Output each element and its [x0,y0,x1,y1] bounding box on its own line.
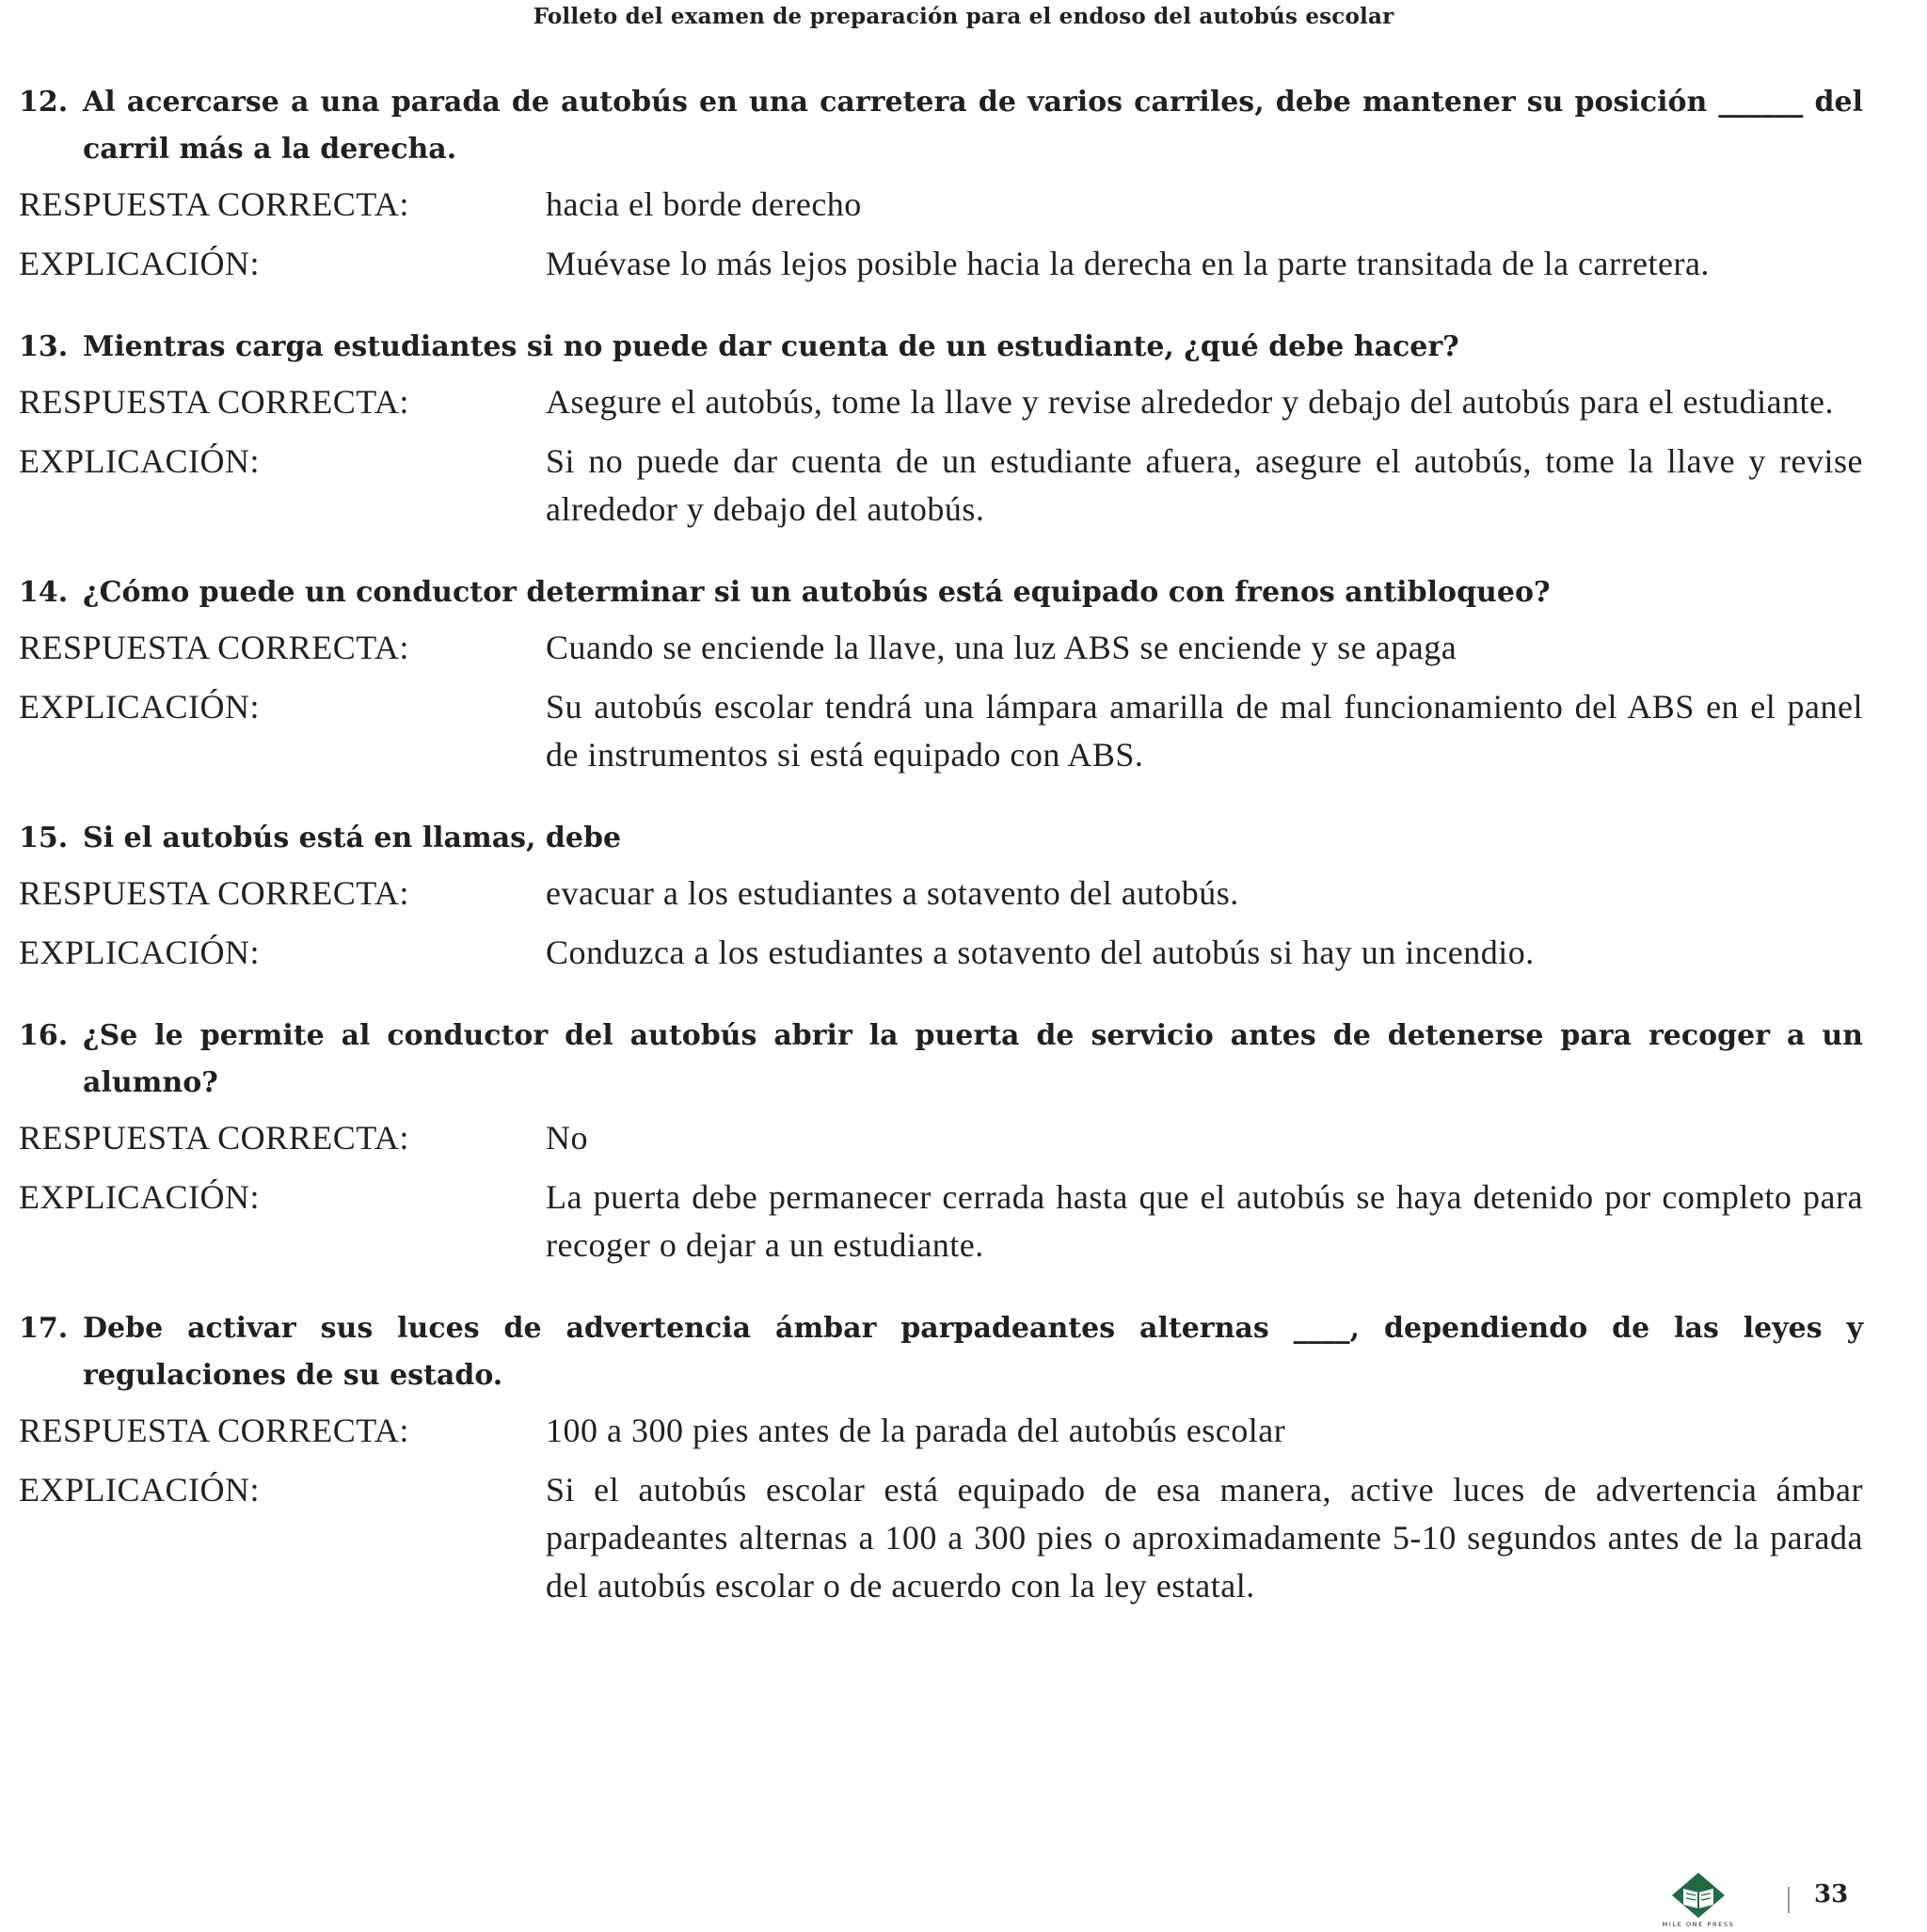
question-title [19,1013,1863,1107]
explanation-row [19,1174,1863,1269]
explanation-text: La puerta debe permanecer cerrada hasta que el autobús se haya detenido por completo para recoger o dejar a un estudiante. [546,1178,1863,1264]
question-list [19,79,1863,1646]
explanation-row [19,1466,1863,1610]
answer-row [19,1114,1863,1162]
running-header: Folleto del examen de preparación para el endoso del autobús escolar [533,4,1394,29]
question-number: 17. [19,1312,69,1345]
publisher-logo-text: MILE ONE PRESS [1662,1921,1735,1927]
explanation-label: EXPLICACIÓN: [19,245,260,282]
explanation-row [19,438,1863,534]
answer-text: 100 a 300 pies antes de la parada del autobús escolar [546,1412,1286,1449]
question-item [19,79,1863,288]
question-item [19,324,1863,534]
question-number: 15. [19,822,69,854]
question-text: Mientras carga estudiantes si no puede dar cuenta de un estudiante, ¿qué debe hacer? [83,330,1459,363]
question-item [19,569,1863,779]
answer-row [19,378,1863,426]
explanation-text: Conduzca a los estudiantes a sotavento del autobús si hay un incendio. [546,934,1535,971]
question-text: Debe activar sus luces de advertencia ámbar parpadeantes alternas ____, dependiendo de las leyes y regulaciones de su estado. [83,1312,1863,1392]
question-number: 16. [19,1019,69,1052]
answer-label: RESPUESTA CORRECTA: [19,383,409,421]
question-text: Al acercarse a una parada de autobús en una carretera de varios carriles, debe mantener su posición ______ del carril más a la derecha. [83,86,1863,166]
footer-divider [1788,1887,1790,1913]
explanation-row [19,240,1863,288]
question-title [19,324,1863,371]
explanation-row [19,683,1863,779]
answer-label: RESPUESTA CORRECTA: [19,874,409,912]
question-text: ¿Cómo puede un conductor determinar si un autobús está equipado con frenos antibloqueo? [83,576,1551,609]
publisher-logo [1658,1871,1739,1927]
answer-row [19,1407,1863,1455]
answer-text: Asegure el autobús, tome la llave y revise alrededor y debajo del autobús para el estudiante. [546,383,1835,421]
answer-text: No [546,1119,588,1157]
answer-label: RESPUESTA CORRECTA: [19,185,409,223]
question-text: ¿Se le permite al conductor del autobús abrir la puerta de servicio antes de detenerse para recoger a un alumno? [83,1019,1863,1099]
question-title [19,569,1863,616]
question-title [19,1305,1863,1399]
answer-text: evacuar a los estudiantes a sotavento del autobús. [546,874,1239,912]
answer-row [19,870,1863,918]
question-number: 12. [19,86,69,119]
answer-label: RESPUESTA CORRECTA: [19,1119,409,1157]
answer-row [19,181,1863,229]
explanation-text: Si el autobús escolar está equipado de esa manera, active luces de advertencia ámbar parpadeantes alternas a 100 a 300 pies o aproximadamente 5-10 segundos antes de la parada del autobús escolar o de acuerdo con la ley estatal. [546,1471,1863,1605]
explanation-label: EXPLICACIÓN: [19,688,260,726]
question-item [19,1305,1863,1610]
answer-text: hacia el borde derecho [546,185,862,223]
explanation-label: EXPLICACIÓN: [19,1178,260,1216]
question-text: Si el autobús está en llamas, debe [83,822,622,854]
question-item [19,815,1863,977]
answer-label: RESPUESTA CORRECTA: [19,629,409,666]
open-book-icon [1658,1871,1739,1927]
explanation-label: EXPLICACIÓN: [19,934,260,971]
explanation-label: EXPLICACIÓN: [19,1471,260,1509]
answer-label: RESPUESTA CORRECTA: [19,1412,409,1449]
explanation-label: EXPLICACIÓN: [19,442,260,480]
explanation-row [19,929,1863,977]
question-title [19,79,1863,173]
explanation-text: Su autobús escolar tendrá una lámpara amarilla de mal funcionamiento del ABS en el panel de instrumentos si está equipado con ABS. [546,688,1863,774]
answer-row [19,624,1863,672]
question-number: 14. [19,576,69,609]
question-number: 13. [19,330,69,363]
page-number: 33 [1814,1880,1849,1908]
explanation-text: Si no puede dar cuenta de un estudiante afuera, asegure el autobús, tome la llave y revise alrededor y debajo del autobús. [546,442,1863,528]
answer-text: Cuando se enciende la llave, una luz ABS se enciende y se apaga [546,629,1457,666]
question-item [19,1013,1863,1269]
explanation-text: Muévase lo más lejos posible hacia la derecha en la parte transitada de la carretera. [546,245,1710,282]
question-title [19,815,1863,862]
